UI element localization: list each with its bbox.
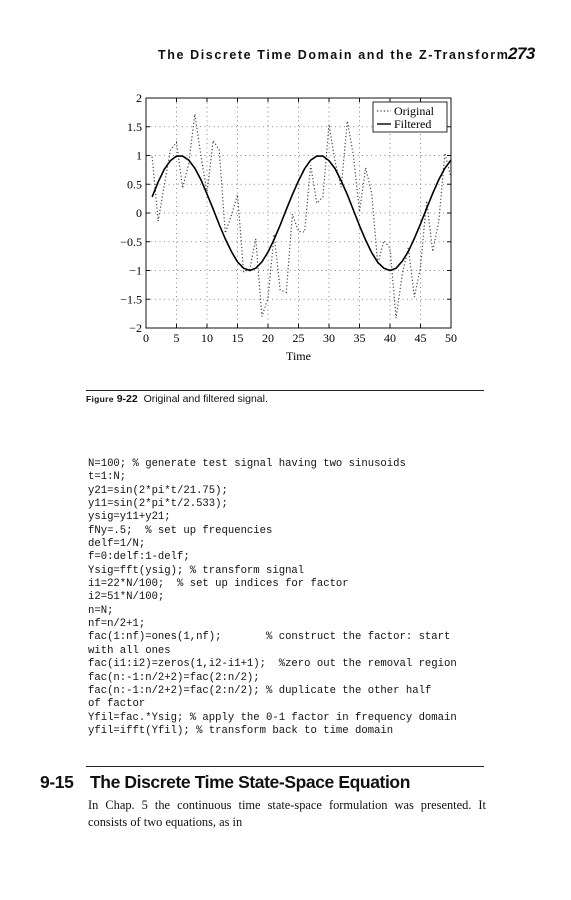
x-tick-label: 30: [323, 331, 335, 345]
code-line: of factor: [88, 698, 146, 711]
section-heading: [40, 772, 410, 793]
chart-legend: [373, 102, 447, 132]
code-line: f=0:delf:1-delf;: [88, 551, 190, 564]
x-tick-label: 35: [353, 331, 366, 345]
code-line: i2=51*N/100;: [88, 591, 165, 604]
code-line: fNy=.5; % set up frequencies: [88, 524, 273, 537]
code-line: n=N;: [88, 604, 114, 617]
section-title: The Discrete Time State-Space Equation: [90, 772, 410, 792]
x-axis-label: Time: [286, 349, 311, 363]
x-tick-label: 15: [231, 331, 244, 345]
y-tick-label: −1: [129, 263, 142, 278]
code-line: fac(n:-1:n/2+2)=fac(2:n/2);: [88, 671, 260, 684]
x-tick-label: 50: [445, 331, 457, 345]
figure-caption-text: Original and filtered signal.: [143, 393, 268, 405]
signal-line-chart: [110, 88, 470, 378]
legend-label-original: Original: [394, 104, 434, 118]
code-line: nf=n/2+1;: [88, 618, 146, 631]
page-number: 273: [508, 44, 535, 63]
legend-label-filtered: Filtered: [394, 117, 432, 131]
y-tick-label: 1: [136, 148, 142, 163]
series-line-original: [152, 114, 451, 318]
figure-caption: [86, 393, 268, 405]
figure-number: 9-22: [116, 393, 138, 405]
y-tick-label: −0.5: [120, 234, 142, 249]
x-tick-label: 25: [292, 331, 305, 345]
y-tick-label: 0: [136, 206, 142, 220]
section-rule: [86, 766, 484, 767]
code-line: with all ones: [88, 644, 171, 657]
y-tick-label: −2: [129, 321, 142, 335]
running-header: [0, 44, 571, 68]
code-line: yfil=ifft(Yfil); % transform back to time domain: [88, 724, 394, 737]
plot-data: [152, 114, 451, 318]
code-line: y21=sin(2*pi*t/21.75);: [88, 484, 228, 497]
code-line: delf=1/N;: [88, 538, 146, 551]
x-tick-label: 45: [414, 331, 427, 345]
y-tick-label: 2: [136, 91, 142, 105]
y-tick-label: 1.5: [127, 119, 142, 134]
section-number: 9-15: [40, 772, 74, 792]
code-line: i1=22*N/100; % set up indices for factor: [88, 578, 349, 591]
code-line: fac(i1:i2)=zeros(1,i2-i1+1); %zero out the removal region: [88, 658, 457, 671]
y-tick-label: 0.5: [127, 177, 142, 192]
caption-rule: [86, 390, 484, 391]
x-tick-label: 5: [173, 331, 180, 345]
x-tick-label: 10: [201, 331, 213, 345]
code-line: fac(1:nf)=ones(1,nf); % construct the factor: start: [88, 631, 451, 644]
y-tick-label: −1.5: [120, 292, 142, 307]
grid-lines: [146, 98, 451, 328]
matlab-code-listing: [88, 458, 457, 738]
code-line: y11=sin(2*pi*t/2.533);: [88, 498, 228, 511]
x-tick-label: 20: [262, 331, 274, 345]
code-line: Ysig=fft(ysig); % transform signal: [88, 564, 305, 577]
figure-label: Figure: [86, 394, 114, 404]
x-tick-label: 40: [384, 331, 396, 345]
x-tick-label: 0: [143, 331, 149, 345]
series-line-filtered: [152, 156, 451, 270]
code-line: ysig=y11+y21;: [88, 511, 171, 524]
code-line: Yfil=fac.*Ysig; % apply the 0-1 factor in frequency domain: [88, 711, 457, 724]
code-line: N=100; % generate test signal having two sinusoids: [88, 458, 406, 470]
body-paragraph: In Chap. 5 the continuous time state-space formulation was presented. It consists of two equations, as in: [88, 798, 486, 829]
running-title: The Discrete Time Domain and the Z-Transform: [158, 48, 510, 62]
code-line: t=1:N;: [88, 471, 127, 484]
code-line: fac(n:-1:n/2+2)=fac(2:n/2); % duplicate the other half: [88, 684, 432, 697]
